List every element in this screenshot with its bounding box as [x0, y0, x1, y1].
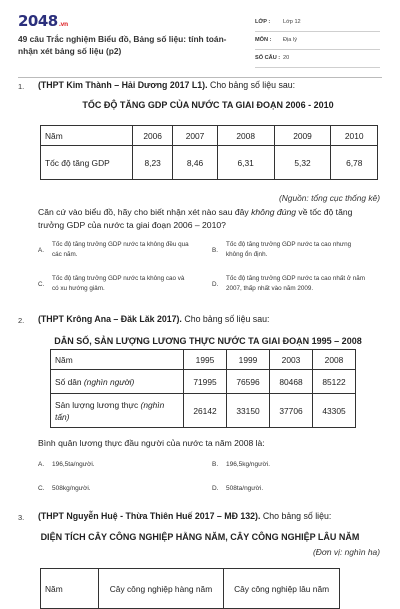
table-header-cell: 2010: [331, 126, 378, 146]
table-cell: 8,46: [173, 146, 217, 180]
table-title: TỐC ĐỘ TĂNG GDP CỦA NƯỚC TA GIAI ĐOẠN 2006 - 2010: [82, 100, 334, 110]
table-header-cell: Năm: [41, 569, 99, 609]
table-header-cell: 1999: [227, 350, 270, 370]
table-header-cell: 1995: [184, 350, 227, 370]
table-header-cell: Năm: [41, 126, 133, 146]
table-header-cell: Cây công nghiệp lâu năm: [224, 569, 340, 609]
site-logo[interactable]: 2048.vn: [18, 12, 68, 30]
table-row-label: Sản lượng lương thực (nghìn tấn): [51, 394, 184, 428]
table-cell: 76596: [227, 370, 270, 394]
table-row-label: Tốc độ tăng GDP: [41, 146, 133, 180]
meta-row-count: SỐ CÂU : 20: [255, 50, 380, 68]
data-table: [40, 125, 378, 180]
table-cell: 6,31: [217, 146, 274, 180]
table-cell: 33150: [227, 394, 270, 428]
table-source: (Nguồn: tổng cục thống kê): [278, 193, 380, 203]
table-header-cell: 2006: [133, 126, 173, 146]
question-text: Căn cứ vào biểu đồ, hãy cho biết nhận xét nào sau đây không đúng về tốc độ tăng trưởng GDP của nước ta giai đoạn 2006 – 2010?: [38, 207, 353, 230]
table-cell: 5,32: [274, 146, 331, 180]
meta-row-subject: MÔN : Địa lý: [255, 32, 380, 50]
table-row-label: Số dân (nghìn người): [51, 370, 184, 394]
table-header-cell: 2003: [270, 350, 313, 370]
data-table: [40, 568, 340, 609]
table-cell: 85122: [313, 370, 356, 394]
meta-info: [255, 14, 380, 68]
header-divider: [18, 77, 382, 78]
table-header-cell: Năm: [51, 350, 184, 370]
question-header: (THPT Krông Ana – Đăk Lăk 2017). Cho bảng số liệu sau:: [38, 314, 270, 324]
table-cell: 80468: [270, 370, 313, 394]
table-header-cell: 2008: [217, 126, 274, 146]
table-header-cell: 2008: [313, 350, 356, 370]
table-header-cell: Cây công nghiệp hàng năm: [98, 569, 223, 609]
question-header: (THPT Nguyễn Huệ - Thừa Thiên Huế 2017 – MĐ 132). Cho bảng số liệu:: [38, 511, 332, 521]
table-cell: 26142: [184, 394, 227, 428]
question-text: Bình quân lương thực đầu người của nước ta năm 2008 là:: [38, 438, 265, 448]
table-header-cell: 2009: [274, 126, 331, 146]
question-header: (THPT Kim Thành – Hải Dương 2017 L1). Cho bảng số liệu sau:: [38, 80, 296, 90]
question-number: 2.: [18, 316, 25, 325]
table-header-cell: 2007: [173, 126, 217, 146]
option-c[interactable]: C. 508kg/người.: [38, 485, 91, 492]
option-d[interactable]: D. 508ta/người.: [212, 485, 264, 492]
table-cell: 8,23: [133, 146, 173, 180]
data-table: [50, 349, 356, 428]
option-b[interactable]: B. 196,5kg/người.: [212, 461, 271, 468]
table-title: DÂN SỐ, SẢN LƯỢNG LƯƠNG THỰC NƯỚC TA GIAI ĐOẠN 1995 – 2008: [54, 336, 362, 346]
question-number: 3.: [18, 513, 25, 522]
table-cell: 43305: [313, 394, 356, 428]
table-cell: 37706: [270, 394, 313, 428]
table-title: DIỆN TÍCH CÂY CÔNG NGHIỆP HẰNG NĂM, CÂY CÔNG NGHIỆP LÂU NĂM: [40, 532, 360, 542]
table-cell: 6,78: [331, 146, 378, 180]
question-number: 1.: [18, 82, 25, 91]
page-title: 49 câu Trắc nghiệm Biểu đồ, Bảng số liệu: tính toán- nhận xét bảng số liệu (p2): [18, 34, 227, 56]
option-a[interactable]: A. 196,5ta/người.: [38, 461, 95, 468]
meta-row-class: LỚP : Lớp 12: [255, 14, 380, 32]
page-header: [0, 0, 400, 74]
table-cell: 71995: [184, 370, 227, 394]
table-unit: (Đơn vị: nghìn ha): [313, 547, 380, 557]
